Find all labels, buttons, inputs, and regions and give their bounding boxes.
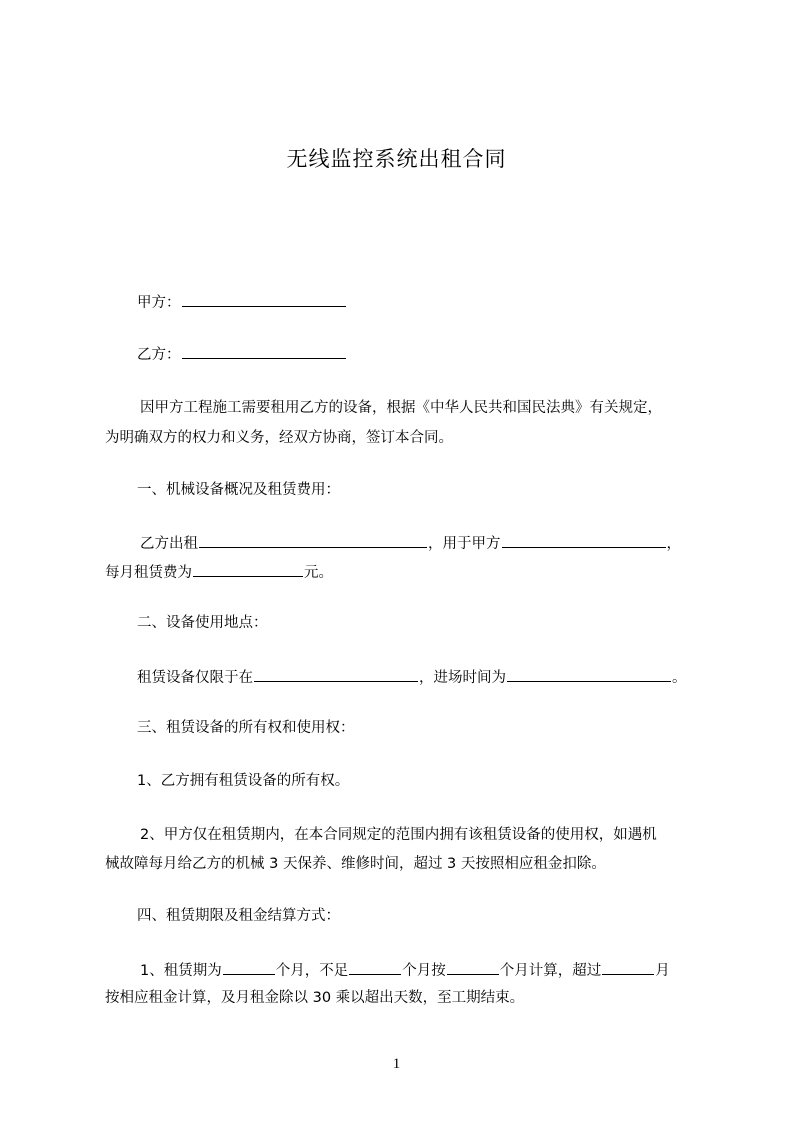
section-3-item-2-line-1: 2、甲方仅在租赁期内，在本合同规定的范围内拥有该租赁设备的使用权，如遇机 [140, 827, 657, 843]
location-blank [254, 666, 418, 682]
party-b-label: 乙方： [137, 347, 181, 363]
less-than-blank [349, 959, 401, 975]
month-unit: 月 [655, 963, 670, 979]
lease-term-label: 1、租赁期为 [140, 963, 222, 979]
section-4-heading: 四、租赁期限及租金结算方式： [137, 908, 340, 924]
document-title: 无线监控系统出租合同 [286, 147, 507, 171]
section-1-heading: 一、机械设备概况及租赁费用： [137, 482, 340, 498]
section-2-line [137, 666, 687, 688]
exceed-blank [602, 959, 654, 975]
section-1-line-2 [105, 561, 333, 583]
section-3-item-1: 1、乙方拥有租赁设备的所有权。 [137, 773, 350, 789]
less-than-label: 个月，不足 [275, 963, 349, 979]
count-as-blank [447, 959, 499, 975]
equipment-blank [199, 532, 427, 548]
entry-time-label: ，进场时间为 [419, 670, 506, 686]
section-1-line-1 [140, 532, 681, 554]
section-4-item-1-line-2: 按相应租金计算，及月租金除以 30 乘以超出天数，至工期结束。 [105, 990, 525, 1006]
lease-term-blank [223, 959, 275, 975]
comma: ， [666, 536, 681, 552]
party-a-line [137, 291, 347, 313]
section-4-item-1-line-1 [140, 959, 670, 981]
intro-line-1: 因甲方工程施工需要租用乙方的设备，根据《中华人民共和国民法典》有关规定， [140, 400, 662, 416]
period: 。 [672, 670, 687, 686]
page-number: 1 [392, 1056, 401, 1072]
currency-unit: 元。 [304, 565, 333, 581]
party-b-line [137, 343, 347, 365]
equipment-label: 乙方出租 [140, 536, 198, 552]
usage-label: ，用于甲方 [428, 536, 501, 552]
party-a-label: 甲方： [137, 295, 181, 311]
party-b-blank [182, 343, 346, 359]
entry-time-blank [507, 666, 671, 682]
section-2-heading: 二、设备使用地点： [137, 615, 268, 631]
monthly-fee-label: 每月租赁费为 [105, 565, 192, 581]
usage-blank [502, 532, 666, 548]
location-label: 租赁设备仅限于在 [137, 670, 253, 686]
count-as-label: 个月按 [402, 963, 446, 979]
monthly-fee-blank [193, 561, 303, 577]
exceed-label: 个月计算，超过 [499, 963, 602, 979]
intro-line-2: 为明确双方的权力和义务，经双方协商，签订本合同。 [105, 430, 453, 446]
party-a-blank [182, 291, 346, 307]
section-3-heading: 三、租赁设备的所有权和使用权： [137, 720, 355, 736]
section-3-item-2-line-2: 械故障每月给乙方的机械 3 天保养、维修时间，超过 3 天按照相应租金扣除。 [105, 856, 606, 872]
